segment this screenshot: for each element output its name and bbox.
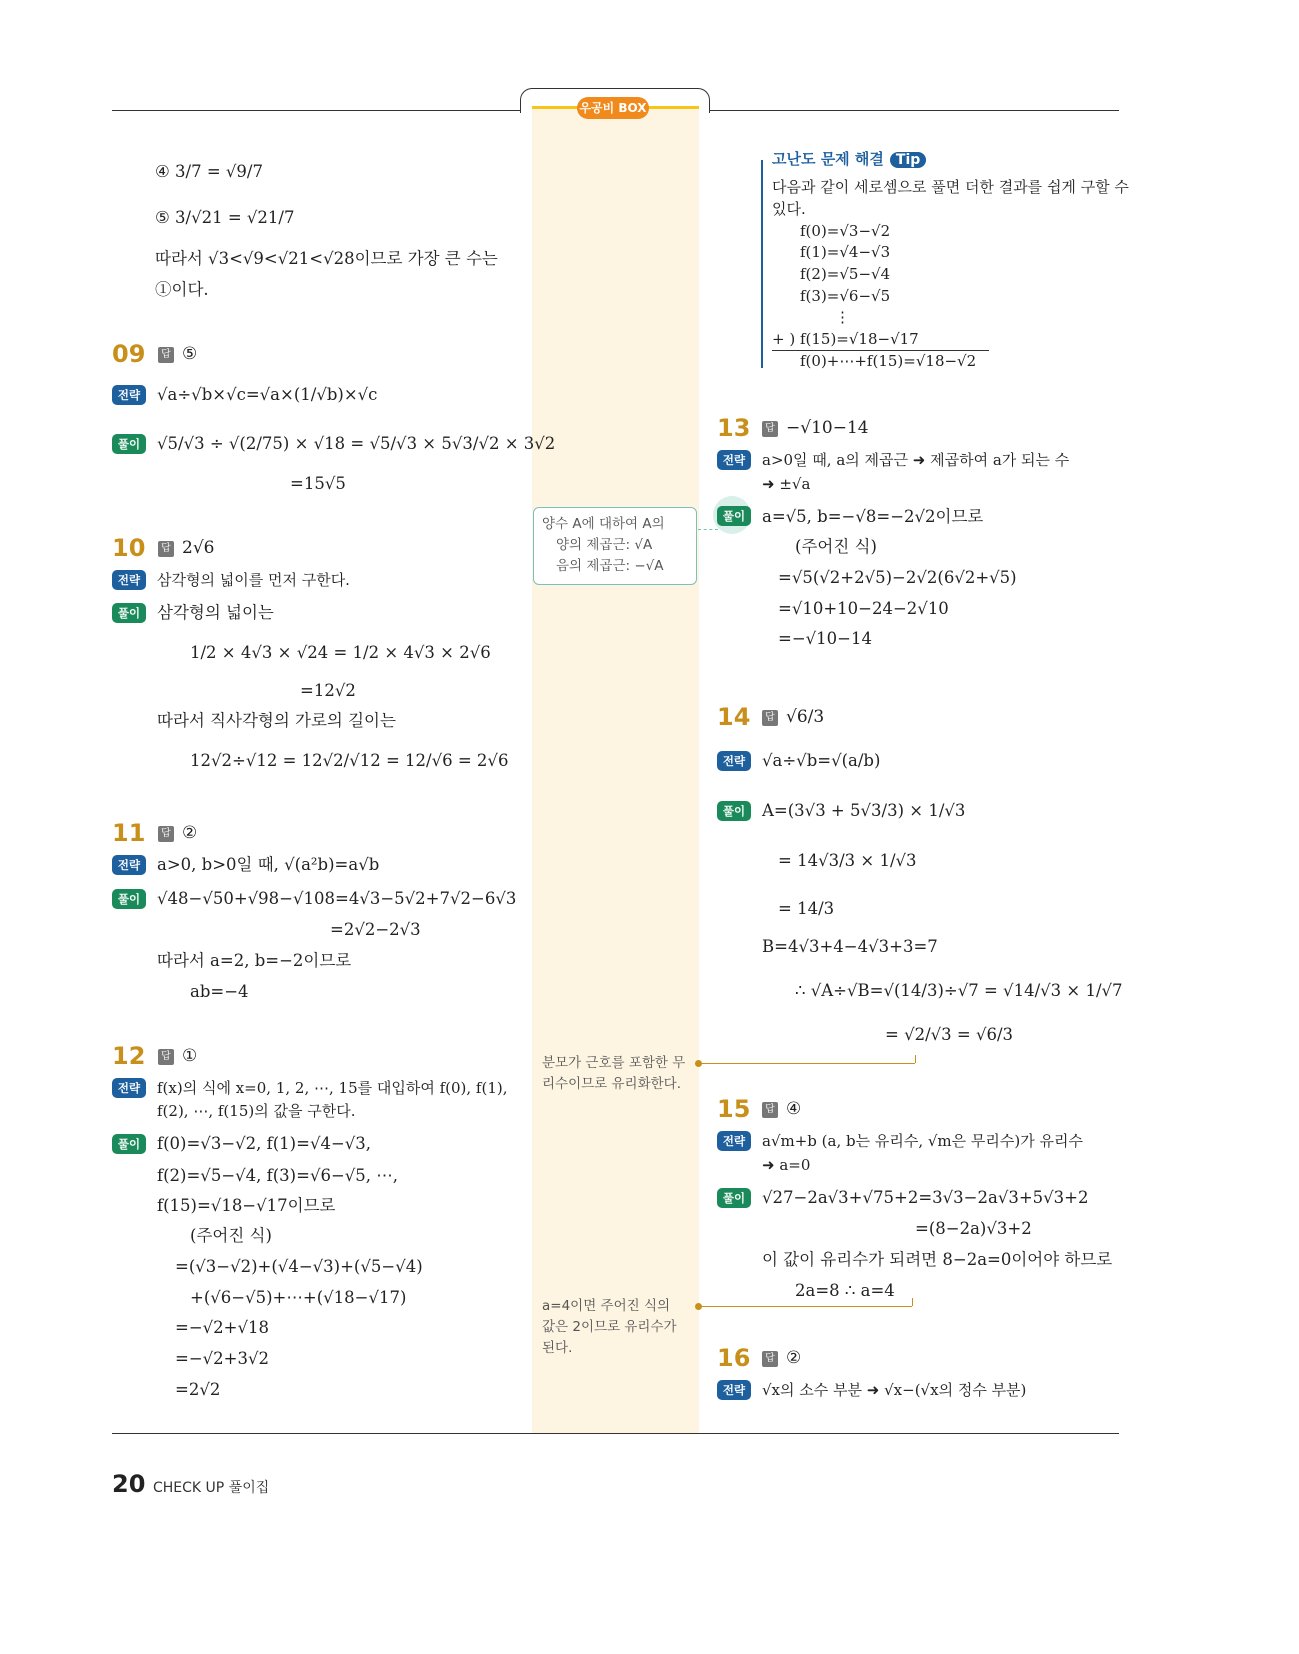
answer-icon: 답 — [158, 826, 174, 842]
solution-line: =−√2+3√2 — [175, 1349, 269, 1368]
solution-line: f(15)=√18−√17이므로 — [157, 1196, 336, 1215]
tip-line: f(0)+⋯+f(15)=√18−√2 — [800, 352, 977, 370]
tip-line: f(1)=√4−√3 — [800, 243, 891, 261]
tip-title-text: 고난도 문제 해결 — [772, 150, 884, 168]
tip-line: ⋮ — [835, 308, 850, 326]
answer-value: ② — [786, 1348, 802, 1368]
solution-line: =(8−2a)√3+2 — [915, 1219, 1032, 1238]
solution-line: =−√2+√18 — [175, 1318, 269, 1337]
solution-line: =√5(√2+2√5)−2√2(6√2+√5) — [778, 568, 1017, 587]
note-rational — [542, 1296, 677, 1359]
page-number: 20 — [112, 1470, 146, 1498]
note-text: 리수이므로 유리화한다. — [542, 1076, 681, 1092]
strategy-badge: 전략 — [717, 450, 751, 470]
tip-line: f(3)=√6−√5 — [800, 287, 891, 305]
strategy-text: √a÷√b×√c=√a×(1/√b)×√c — [157, 385, 378, 404]
solution-line: 삼각형의 넓이는 — [157, 603, 274, 622]
answer — [158, 1042, 197, 1070]
note-leader — [700, 1306, 912, 1307]
answer — [762, 414, 869, 442]
strategy-text: √a÷√b=√(a/b) — [762, 751, 881, 770]
solution-line: 이 값이 유리수가 되려면 8−2a=0이어야 하므로 — [762, 1250, 1113, 1269]
solution-line: +(√6−√5)+⋯+(√18−√17) — [190, 1288, 407, 1307]
problem-number: 16 — [717, 1344, 751, 1372]
solution-line: f(0)=√3−√2, f(1)=√4−√3, — [157, 1134, 372, 1153]
answer-icon: 답 — [762, 1102, 778, 1118]
solution-badge: 풀이 — [717, 506, 751, 526]
note-text: 양수 A에 대하여 A의 — [542, 516, 665, 532]
solution-line: f(2)=√5−√4, f(3)=√6−√5, ⋯, — [157, 1166, 399, 1185]
solution-line: 12√2÷√12 = 12√2/√12 = 12/√6 = 2√6 — [190, 751, 509, 770]
problem-number: 11 — [112, 819, 146, 847]
strategy-text: a>0일 때, a의 제곱근 ➜ 제곱하여 a가 되는 수 — [762, 451, 1070, 469]
tip-text: 있다. — [772, 200, 806, 218]
solution-line: =(√3−√2)+(√4−√3)+(√5−√4) — [175, 1257, 423, 1276]
tip-line: f(2)=√5−√4 — [800, 265, 891, 283]
solution-line: 2a=8 ∴ a=4 — [795, 1281, 895, 1300]
solution-badge: 풀이 — [112, 434, 146, 454]
solution-line: ∴ √A÷√B=√(14/3)÷√7 = √14/√3 × 1/√7 — [795, 981, 1123, 1000]
strategy-text: f(x)의 식에 x=0, 1, 2, ⋯, 15를 대입하여 f(0), f(1), — [157, 1079, 508, 1097]
answer-icon: 답 — [158, 541, 174, 557]
note-text: 분모가 근호를 포함한 무 — [542, 1055, 686, 1071]
book-title: CHECK UP 풀이집 — [153, 1480, 270, 1496]
note-leader — [912, 1298, 913, 1306]
note-text: 음의 제곱근: −√A — [556, 558, 664, 574]
solution-line: =12√2 — [300, 681, 356, 700]
solution-line: =2√2−2√3 — [330, 920, 421, 939]
strategy-text: ➜ a=0 — [762, 1156, 811, 1174]
solution-line: A=(3√3 + 5√3/3) × 1/√3 — [762, 801, 966, 820]
solution-badge: 풀이 — [112, 603, 146, 623]
solution-badge: 풀이 — [717, 1188, 751, 1208]
strategy-badge: 전략 — [112, 385, 146, 405]
solution-badge: 풀이 — [112, 889, 146, 909]
strategy-text: √x의 소수 부분 ➜ √x−(√x의 정수 부분) — [762, 1381, 1027, 1399]
box-column — [532, 106, 699, 1433]
solution-line: B=4√3+4−4√3+3=7 — [762, 937, 938, 956]
solution-line: =2√2 — [175, 1380, 221, 1399]
tip-title — [772, 148, 926, 169]
strategy-text: a>0, b>0일 때, √(a²b)=a√b — [157, 855, 380, 874]
top-rule-left — [112, 110, 520, 111]
note-text: 값은 2이므로 유리수가 — [542, 1319, 677, 1335]
solution-badge: 풀이 — [112, 1134, 146, 1154]
strategy-badge: 전략 — [717, 751, 751, 771]
answer — [158, 534, 214, 562]
answer-value: ④ — [786, 1099, 802, 1119]
tip-badge: Tip — [890, 152, 926, 168]
solution-line: 따라서 a=2, b=−2이므로 — [157, 951, 352, 970]
strategy-text: f(2), ⋯, f(15)의 값을 구한다. — [157, 1102, 356, 1120]
answer — [762, 703, 824, 731]
solution-line: (주어진 식) — [795, 537, 877, 556]
answer-icon: 답 — [158, 347, 174, 363]
problem-number: 09 — [112, 340, 146, 368]
note-text: 된다. — [542, 1340, 573, 1356]
problem-number: 15 — [717, 1095, 751, 1123]
solution-line: 1/2 × 4√3 × √24 = 1/2 × 4√3 × 2√6 — [190, 643, 491, 662]
strategy-badge: 전략 — [112, 570, 146, 590]
solution-line: =−√10−14 — [778, 629, 872, 648]
solution-line: √27−2a√3+√75+2=3√3−2a√3+5√3+2 — [762, 1188, 1089, 1207]
answer-value: 2√6 — [182, 538, 215, 558]
note-leader — [700, 1063, 915, 1064]
solution-line: = √2/√3 = √6/3 — [885, 1025, 1014, 1044]
answer-value: √6/3 — [786, 707, 825, 727]
strategy-badge: 전략 — [717, 1380, 751, 1400]
note-text: 양의 제곱근: √A — [556, 537, 653, 553]
tip-text: 다음과 같이 세로셈으로 풀면 더한 결과를 쉽게 구할 수 — [772, 178, 1129, 196]
solution-line: =√10+10−24−2√10 — [778, 599, 949, 618]
note-leader — [915, 1055, 916, 1063]
answer-value: ⑤ — [182, 344, 198, 364]
answer-value: ② — [182, 823, 198, 843]
problem-number: 10 — [112, 534, 146, 562]
strategy-badge: 전략 — [112, 1078, 146, 1098]
solution-line: √5/√3 ÷ √(2/75) × √18 = √5/√3 × 5√3/√2 × 3√2 — [157, 434, 556, 453]
strategy-badge: 전략 — [112, 855, 146, 875]
strategy-text: 삼각형의 넓이를 먼저 구한다. — [157, 571, 350, 589]
tip-line: f(0)=√3−√2 — [800, 222, 891, 240]
answer-icon: 답 — [158, 1049, 174, 1065]
solution-line: = 14√3/3 × 1/√3 — [778, 851, 917, 870]
solution-line: ab=−4 — [190, 982, 249, 1001]
solution-line: a=√5, b=−√8=−2√2이므로 — [762, 507, 984, 526]
text: ①이다. — [155, 280, 209, 299]
tip-line: + ) f(15)=√18−√17 — [772, 328, 989, 351]
problem-number: 13 — [717, 414, 751, 442]
strategy-badge: 전략 — [717, 1131, 751, 1151]
solution-line: (주어진 식) — [190, 1226, 272, 1245]
note-box-square-roots — [533, 507, 697, 585]
answer-icon: 답 — [762, 1351, 778, 1367]
box-label: 우공비 BOX — [577, 97, 649, 119]
strategy-text: a√m+b (a, b는 유리수, √m은 무리수)가 유리수 — [762, 1132, 1083, 1150]
solution-line: =15√5 — [290, 474, 346, 493]
answer — [762, 1344, 801, 1372]
top-rule-right — [708, 110, 1119, 111]
option-4: ④ 3/7 = √9/7 — [155, 162, 263, 181]
answer-icon: 답 — [762, 710, 778, 726]
tip-bracket — [761, 160, 763, 368]
solution-line: = 14/3 — [778, 899, 835, 918]
problem-number: 12 — [112, 1042, 146, 1070]
answer-value: −√10−14 — [786, 418, 869, 438]
solution-badge: 풀이 — [717, 801, 751, 821]
answer — [158, 819, 197, 847]
answer-value: ① — [182, 1046, 198, 1066]
bottom-rule — [112, 1433, 1119, 1434]
problem-number: 14 — [717, 703, 751, 731]
strategy-text: ➜ ±√a — [762, 475, 811, 493]
solution-line: 따라서 직사각형의 가로의 길이는 — [157, 711, 396, 730]
note-rationalize — [542, 1053, 685, 1095]
note-leader — [698, 529, 718, 531]
option-5: ⑤ 3/√21 = √21/7 — [155, 208, 295, 227]
solution-line: √48−√50+√98−√108=4√3−5√2+7√2−6√3 — [157, 889, 517, 908]
text: 따라서 √3<√9<√21<√28이므로 가장 큰 수는 — [155, 249, 498, 268]
answer — [158, 340, 197, 368]
answer-icon: 답 — [762, 421, 778, 437]
answer — [762, 1095, 801, 1123]
note-text: a=4이면 주어진 식의 — [542, 1298, 671, 1314]
